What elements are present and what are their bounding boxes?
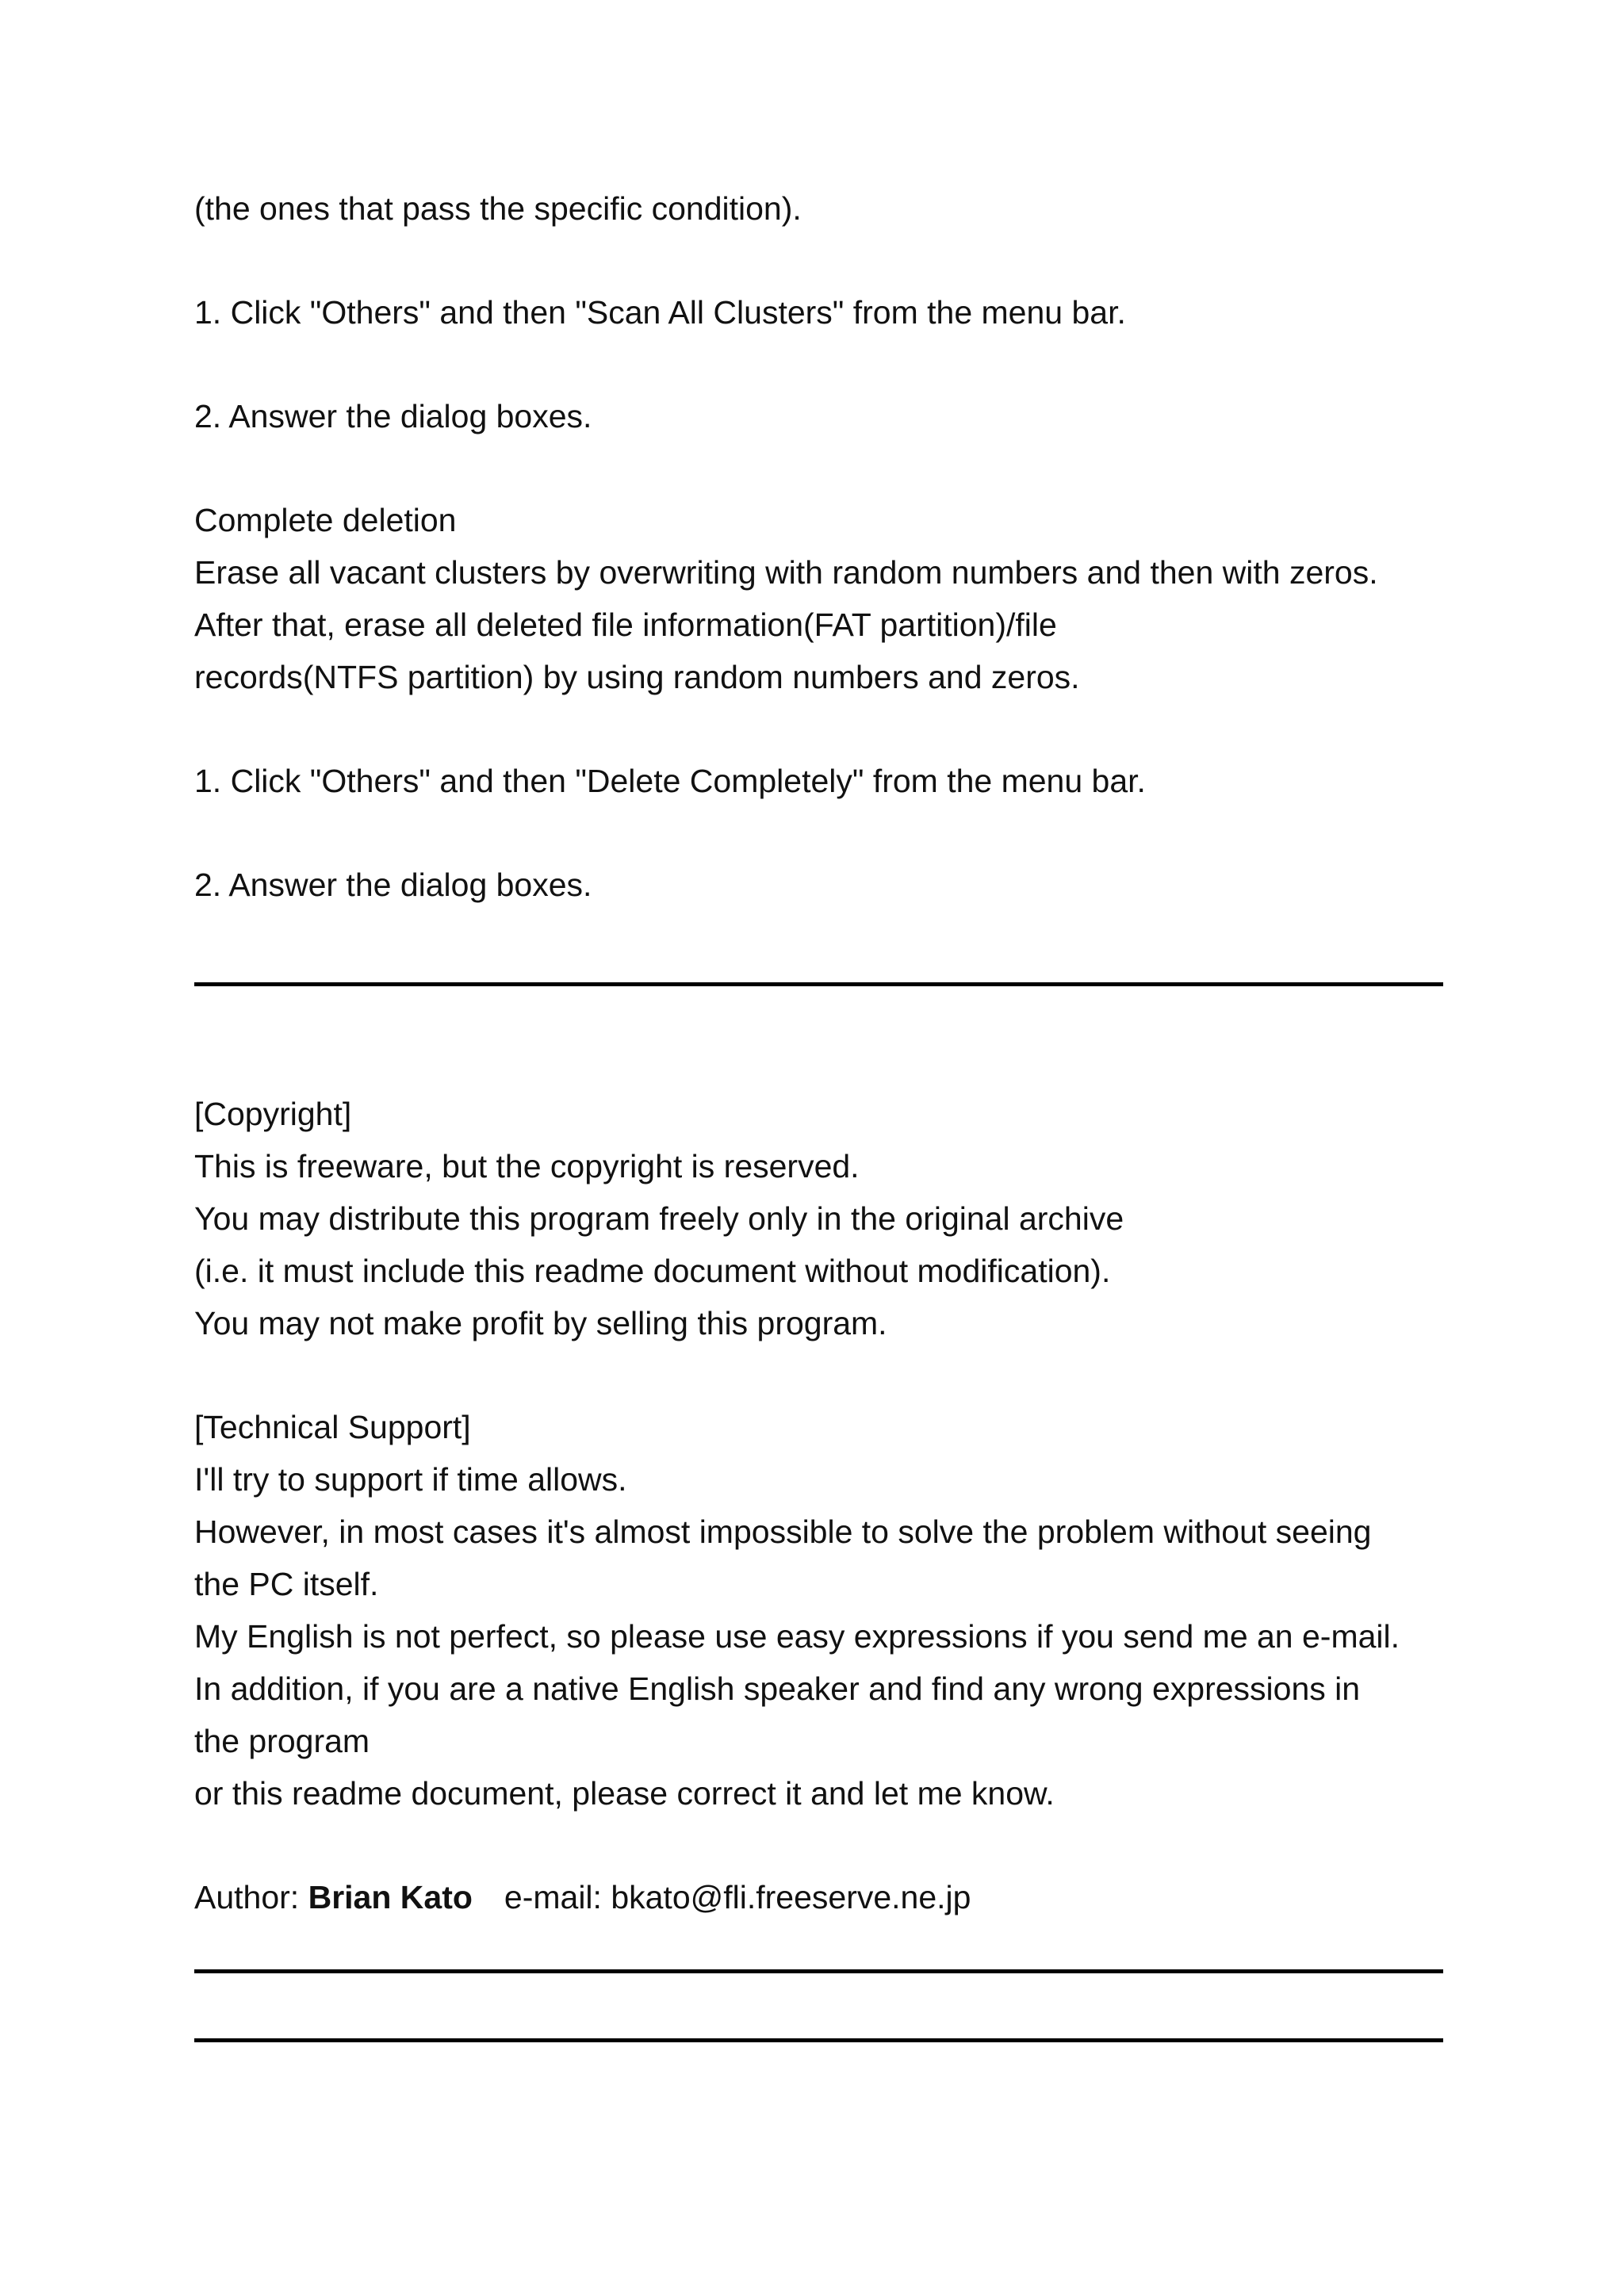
deletion-heading: Complete deletion (194, 502, 457, 538)
horizontal-rule (194, 982, 1443, 986)
copyright-line: (i.e. it must include this readme document without modification). (194, 1253, 1111, 1289)
support-line: However, in most cases it's almost impossible to solve the problem without seeing (194, 1513, 1372, 1550)
support-heading: [Technical Support] (194, 1409, 471, 1445)
support-line: or this readme document, please correct it and let me know. (194, 1775, 1055, 1812)
copyright-line: This is freeware, but the copyright is reserved. (194, 1148, 860, 1184)
support-line: In addition, if you are a native English speaker and find any wrong expressions in (194, 1670, 1361, 1707)
deletion-step-2: 2. Answer the dialog boxes. (194, 867, 592, 903)
author-label: Author: (194, 1879, 308, 1915)
horizontal-rule (194, 1969, 1443, 1973)
support-line: the PC itself. (194, 1566, 379, 1602)
support-line: I'll try to support if time allows. (194, 1461, 627, 1498)
author-email: bkato@fli.freeserve.ne.jp (611, 1879, 971, 1915)
support-line: the program (194, 1723, 370, 1759)
deletion-line: Erase all vacant clusters by overwriting with random numbers and then with zeros. (194, 554, 1378, 591)
scan-intro-line: (the ones that pass the specific condition). (194, 190, 802, 227)
support-line: My English is not perfect, so please use easy expressions if you send me an e-mail. (194, 1618, 1400, 1655)
deletion-line: After that, erase all deleted file information(FAT partition)/file (194, 607, 1057, 643)
document-page (194, 182, 1443, 2042)
email-label: e-mail: (504, 1879, 611, 1915)
horizontal-rule (194, 2038, 1443, 2042)
author-name: Brian Kato (308, 1879, 473, 1915)
author-line (194, 1871, 1443, 1923)
deletion-step-1: 1. Click "Others" and then "Delete Completely" from the menu bar. (194, 763, 1146, 799)
scan-step-2: 2. Answer the dialog boxes. (194, 398, 592, 434)
scan-step-1: 1. Click "Others" and then "Scan All Clusters" from the menu bar. (194, 294, 1126, 331)
copyright-line: You may not make profit by selling this program. (194, 1305, 887, 1341)
deletion-line: records(NTFS partition) by using random numbers and zeros. (194, 659, 1080, 695)
copyright-heading: [Copyright] (194, 1096, 352, 1132)
copyright-line: You may distribute this program freely only in the original archive (194, 1200, 1124, 1237)
